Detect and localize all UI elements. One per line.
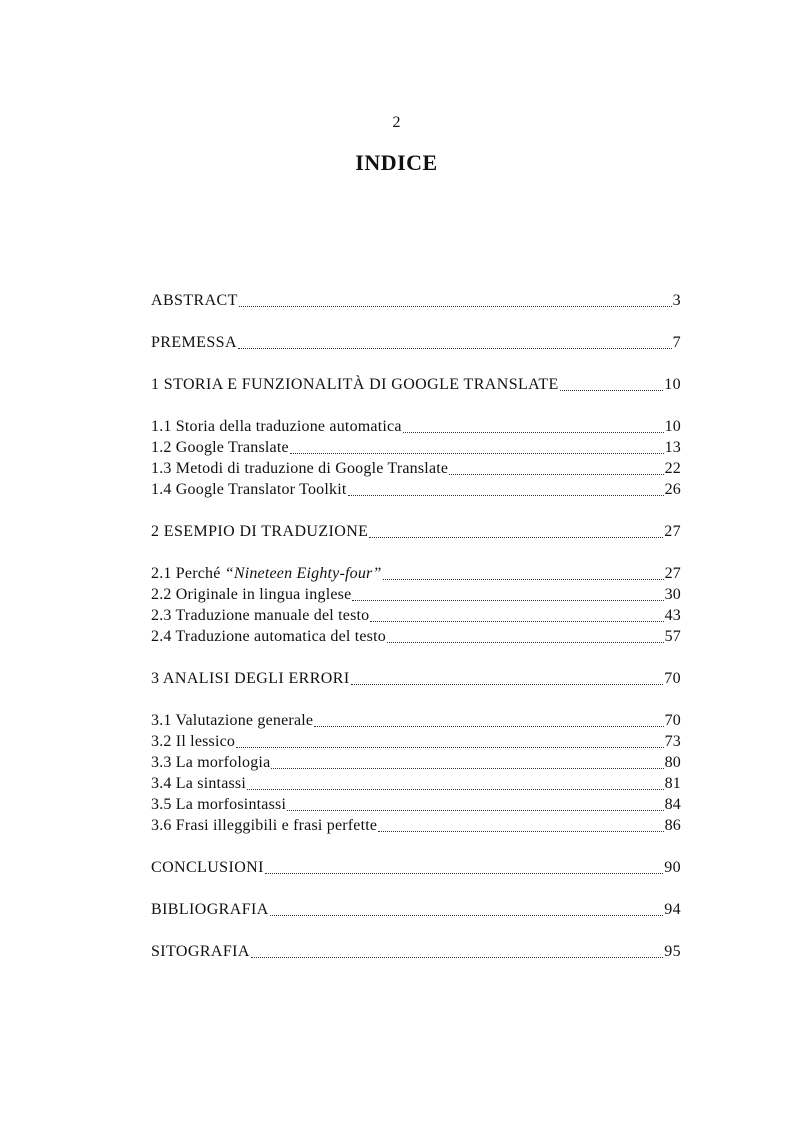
toc-label: 3.1 Valutazione generale (151, 712, 314, 729)
toc-label: BIBLIOGRAFIA (151, 901, 269, 918)
toc-label: 3 ANALISI DEGLI ERRORI (151, 670, 350, 687)
toc-label: 2 ESEMPIO DI TRADUZIONE (151, 523, 369, 540)
toc-page-number: 70 (664, 670, 681, 687)
dot-leader (387, 642, 664, 643)
dot-leader (247, 789, 664, 790)
toc-entry-section-1-3[interactable] (151, 458, 681, 479)
toc-entry-conclusioni[interactable] (151, 857, 681, 878)
toc-label: 1.1 Storia della traduzione automatica (151, 418, 402, 435)
toc-label: 2.4 Traduzione automatica del testo (151, 628, 386, 645)
toc-page-number: 86 (664, 817, 681, 834)
toc-entry-chapter-3[interactable] (151, 668, 681, 689)
toc-page-number: 84 (664, 796, 681, 813)
toc-label: PREMESSA (151, 334, 237, 351)
dot-leader (370, 621, 663, 622)
toc-page-number: 80 (664, 754, 681, 771)
toc-label: 1.2 Google Translate (151, 439, 289, 456)
dot-leader (403, 432, 664, 433)
toc-label: 3.2 Il lessico (151, 733, 236, 750)
toc-entry-section-2-3[interactable] (151, 605, 681, 626)
toc-entry-premessa[interactable] (151, 332, 681, 353)
toc-entry-section-3-2[interactable] (151, 731, 681, 752)
toc-label: 2.2 Originale in lingua inglese (151, 586, 352, 603)
toc-page-number: 43 (664, 607, 681, 624)
toc-page-number: 10 (664, 376, 681, 393)
toc-entry-section-2-2[interactable] (151, 584, 681, 605)
toc-entry-section-2-1[interactable] (151, 563, 681, 584)
dot-leader (383, 579, 664, 580)
toc-label: CONCLUSIONI (151, 859, 264, 876)
toc-page-number: 90 (664, 859, 681, 876)
toc-entry-section-1-1[interactable] (151, 416, 681, 437)
toc-page-number: 73 (664, 733, 681, 750)
toc-label: 3.4 La sintassi (151, 775, 246, 792)
dot-leader (238, 348, 672, 349)
toc-label: 1.4 Google Translator Toolkit (151, 481, 347, 498)
toc-entry-section-1-2[interactable] (151, 437, 681, 458)
toc-page-number: 70 (664, 712, 681, 729)
page-number: 2 (392, 114, 401, 131)
toc-label: 1.3 Metodi di traduzione di Google Translate (151, 460, 449, 477)
toc-page-number: 81 (664, 775, 681, 792)
toc-entry-chapter-1[interactable] (151, 374, 681, 395)
toc-label: 3.6 Frasi illeggibili e frasi perfette (151, 817, 378, 834)
toc-page-number: 7 (672, 334, 681, 351)
toc-entry-section-3-3[interactable] (151, 752, 681, 773)
toc-page-number: 13 (664, 439, 681, 456)
dot-leader (314, 726, 663, 727)
toc-label: 3.5 La morfosintassi (151, 796, 287, 813)
toc-page-number: 27 (664, 523, 681, 540)
toc-page-number: 3 (672, 292, 681, 309)
dot-leader (290, 453, 664, 454)
dot-leader (265, 873, 663, 874)
toc-entry-abstract[interactable] (151, 290, 681, 311)
toc-label-prefix: 2.1 Perché (151, 565, 225, 582)
toc-label: 2.3 Traduzione manuale del testo (151, 607, 370, 624)
toc-page-number: 22 (664, 460, 681, 477)
toc-label (151, 563, 382, 584)
dot-leader (369, 537, 663, 538)
toc-entry-sitografia[interactable] (151, 941, 681, 962)
dot-leader (352, 600, 663, 601)
toc-page-number: 30 (664, 586, 681, 603)
toc-page-number: 95 (664, 943, 681, 960)
toc-entry-section-3-6[interactable] (151, 815, 681, 836)
toc-entry-section-3-1[interactable] (151, 710, 681, 731)
toc-entry-section-3-4[interactable] (151, 773, 681, 794)
dot-leader (449, 474, 663, 475)
toc-entry-section-3-5[interactable] (151, 794, 681, 815)
dot-leader (348, 495, 664, 496)
toc-entry-chapter-2[interactable] (151, 521, 681, 542)
dot-leader (287, 810, 664, 811)
dot-leader (270, 915, 663, 916)
toc-page-number: 94 (664, 901, 681, 918)
table-of-contents (151, 290, 681, 962)
dot-leader (251, 957, 663, 958)
dot-leader (378, 831, 663, 832)
toc-label: SITOGRAFIA (151, 943, 250, 960)
dot-leader (351, 684, 664, 685)
toc-label: 3.3 La morfologia (151, 754, 271, 771)
dot-leader (271, 768, 663, 769)
dot-leader (239, 306, 672, 307)
toc-page-number: 57 (664, 628, 681, 645)
toc-page-number: 10 (664, 418, 681, 435)
dot-leader (236, 747, 663, 748)
toc-label: 1 STORIA E FUNZIONALITÀ DI GOOGLE TRANSLATE (151, 376, 559, 393)
toc-label-italic-title: “Nineteen Eighty-four” (224, 565, 382, 582)
page-title: INDICE (355, 150, 438, 175)
toc-entry-bibliografia[interactable] (151, 899, 681, 920)
toc-entry-section-2-4[interactable] (151, 626, 681, 647)
toc-label: ABSTRACT (151, 292, 238, 309)
toc-page-number: 27 (664, 565, 681, 582)
toc-page-number: 26 (664, 481, 681, 498)
dot-leader (560, 390, 663, 391)
toc-entry-section-1-4[interactable] (151, 479, 681, 500)
